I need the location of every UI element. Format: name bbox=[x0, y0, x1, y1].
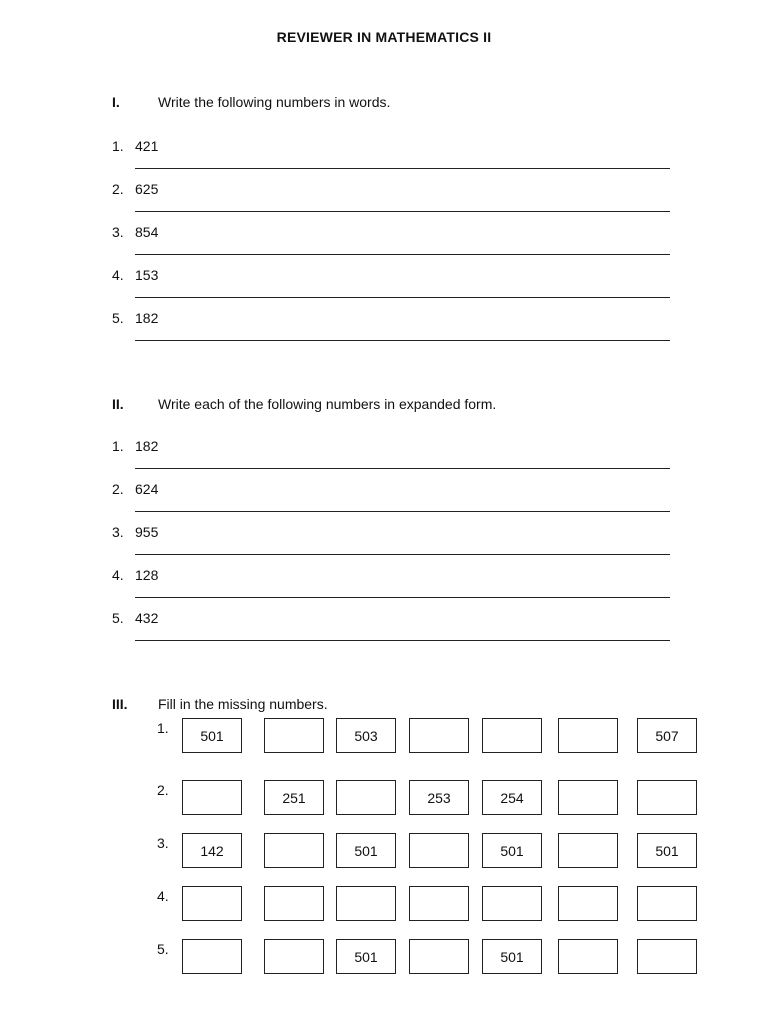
number-box: 501 bbox=[336, 833, 396, 868]
section-1-numeral: I. bbox=[112, 94, 120, 110]
number-box: 501 bbox=[482, 939, 542, 974]
question-value: 624 bbox=[135, 481, 159, 497]
answer-line[interactable] bbox=[135, 254, 670, 255]
answer-line[interactable] bbox=[135, 211, 670, 212]
question-number: 2. bbox=[112, 181, 124, 197]
blank-answer-box[interactable] bbox=[637, 939, 697, 974]
section-2-instruction: Write each of the following numbers in expanded form. bbox=[158, 396, 497, 412]
blank-answer-box[interactable] bbox=[264, 833, 324, 868]
blank-answer-box[interactable] bbox=[409, 939, 469, 974]
question-number: 5. bbox=[112, 310, 124, 326]
blank-answer-box[interactable] bbox=[558, 833, 618, 868]
number-box: 501 bbox=[637, 833, 697, 868]
number-box: 142 bbox=[182, 833, 242, 868]
answer-line[interactable] bbox=[135, 640, 670, 641]
question-number: 3. bbox=[112, 224, 124, 240]
blank-answer-box[interactable] bbox=[637, 886, 697, 921]
blank-answer-box[interactable] bbox=[409, 833, 469, 868]
number-box: 501 bbox=[482, 833, 542, 868]
question-number: 3. bbox=[112, 524, 124, 540]
number-box: 254 bbox=[482, 780, 542, 815]
question-number: 1. bbox=[112, 438, 124, 454]
blank-answer-box[interactable] bbox=[482, 886, 542, 921]
blank-answer-box[interactable] bbox=[182, 780, 242, 815]
answer-line[interactable] bbox=[135, 168, 670, 169]
answer-line[interactable] bbox=[135, 297, 670, 298]
page-title: REVIEWER IN MATHEMATICS II bbox=[276, 29, 492, 45]
blank-answer-box[interactable] bbox=[336, 886, 396, 921]
blank-answer-box[interactable] bbox=[558, 718, 618, 753]
blank-answer-box[interactable] bbox=[482, 718, 542, 753]
question-number: 1. bbox=[112, 138, 124, 154]
number-box: 507 bbox=[637, 718, 697, 753]
blank-answer-box[interactable] bbox=[264, 886, 324, 921]
blank-answer-box[interactable] bbox=[558, 886, 618, 921]
answer-line[interactable] bbox=[135, 340, 670, 341]
blank-answer-box[interactable] bbox=[336, 780, 396, 815]
section-2-numeral: II. bbox=[112, 396, 124, 412]
answer-line[interactable] bbox=[135, 597, 670, 598]
blank-answer-box[interactable] bbox=[409, 886, 469, 921]
blank-answer-box[interactable] bbox=[264, 718, 324, 753]
question-number: 4. bbox=[112, 267, 124, 283]
question-value: 955 bbox=[135, 524, 159, 540]
blank-answer-box[interactable] bbox=[558, 780, 618, 815]
section-3-numeral: III. bbox=[112, 696, 128, 712]
question-number: 2. bbox=[112, 481, 124, 497]
answer-line[interactable] bbox=[135, 468, 670, 469]
question-number: 5. bbox=[112, 610, 124, 626]
number-box: 503 bbox=[336, 718, 396, 753]
question-number: 4. bbox=[112, 567, 124, 583]
blank-answer-box[interactable] bbox=[558, 939, 618, 974]
question-value: 421 bbox=[135, 138, 159, 154]
fill-row-number: 2. bbox=[157, 782, 169, 798]
blank-answer-box[interactable] bbox=[637, 780, 697, 815]
blank-answer-box[interactable] bbox=[182, 886, 242, 921]
question-value: 128 bbox=[135, 567, 159, 583]
answer-line[interactable] bbox=[135, 511, 670, 512]
fill-row-number: 5. bbox=[157, 941, 169, 957]
number-box: 253 bbox=[409, 780, 469, 815]
fill-row-number: 4. bbox=[157, 888, 169, 904]
number-box: 251 bbox=[264, 780, 324, 815]
fill-row-number: 3. bbox=[157, 835, 169, 851]
section-1-instruction: Write the following numbers in words. bbox=[158, 94, 391, 110]
question-value: 153 bbox=[135, 267, 159, 283]
question-value: 182 bbox=[135, 438, 159, 454]
question-value: 854 bbox=[135, 224, 159, 240]
question-value: 432 bbox=[135, 610, 159, 626]
blank-answer-box[interactable] bbox=[264, 939, 324, 974]
section-3-instruction: Fill in the missing numbers. bbox=[158, 696, 328, 712]
fill-row-number: 1. bbox=[157, 720, 169, 736]
question-value: 625 bbox=[135, 181, 159, 197]
number-box: 501 bbox=[336, 939, 396, 974]
blank-answer-box[interactable] bbox=[182, 939, 242, 974]
number-box: 501 bbox=[182, 718, 242, 753]
answer-line[interactable] bbox=[135, 554, 670, 555]
question-value: 182 bbox=[135, 310, 159, 326]
blank-answer-box[interactable] bbox=[409, 718, 469, 753]
